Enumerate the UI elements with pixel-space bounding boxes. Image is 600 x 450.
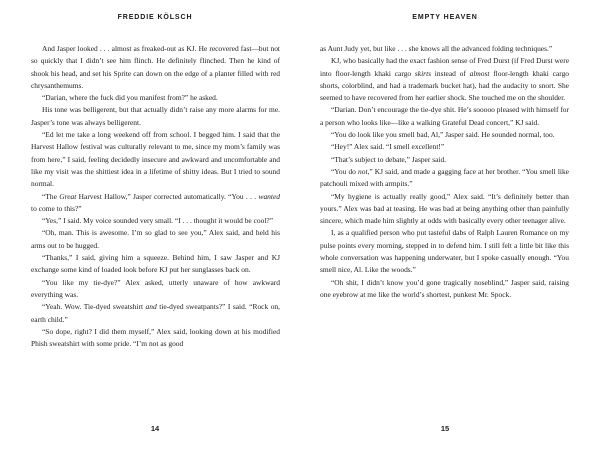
paragraph: “Yes,” I said. My voice sounded very small. “I . . . thought it would be cool?”	[42, 216, 274, 226]
paragraph: “Oh, man. This is awesome. I’m so glad to see you,” Alex said, and held his arms out to be hugged.	[31, 228, 280, 250]
right-page-body	[320, 43, 569, 301]
paragraph: “Darian. Don’t encourage the tie-dye shit. He’s sooooo pleased with himself for a person who looks like—like a walking Grateful Dead concert,” KJ said.	[320, 105, 569, 127]
right-page	[300, 0, 600, 450]
running-head-author: FREDDIE KÖLSCH	[117, 14, 193, 21]
paragraph: And Jasper looked . . . almost as freaked-out as KJ. He recovered fast—but not so quickly that I didn’t see him flinch. He definitely flinched. Then he kind of shook his head, and set his Sprite can down on the edge of a planter filled with red chrysanthemums.	[31, 44, 280, 90]
paragraph: KJ, who basically had the exact fashion sense of Fred Durst (if Fred Durst were into floor-length khaki cargo skirts instead of almost floor-length khaki cargo shorts, colorblind, and had a trademark bucket hat), had the audacity to snort. She seemed to have recovered from her earlier shock. She touched me on the shoulder.	[320, 56, 570, 103]
paragraph: “That’s subject to debate,” Jasper said.	[331, 154, 447, 164]
paragraph: I, as a qualified person who put tasteful dabs of Ralph Lauren Romance on my pulse points every morning, stepped in to defend him. I still felt a little bit like this whole conversation was happening underwater, but I spoke casually enough. “You smell nice, Al. Like the woods.”	[320, 228, 569, 275]
paragraph: “Yeah. Wow. Tie-dyed sweatshirt and tie-dyed sweatpants?” I said. “Rock on, earth child.”	[31, 302, 280, 324]
page-number-left: 14	[150, 424, 160, 433]
paragraph: “Thanks,” I said, giving him a squeeze. Behind him, I saw Jasper and KJ exchange some kind of loaded look before KJ put her sunglasses back on.	[31, 253, 280, 275]
paragraph: “My hygiene is actually really good,” Alex said. “It’s definitely better than yours.” Alex was bad at teasing. He was bad at being anything other than painfully sincere, which made him slightly at odds with basically every other teenager alive.	[320, 191, 569, 226]
paragraph: “Hey!” Alex said. “I smell excellent!”	[331, 142, 445, 152]
paragraph: “Darian, where the fuck did you manifest from?” he asked.	[42, 93, 218, 103]
paragraph: “So dope, right? I did them myself,” Alex said, looking down at his modified Phish sweatshirt with some pride. “I’m not as good	[31, 326, 280, 349]
paragraph: as Aunt Judy yet, but like . . . she knows all the advanced folding techniques.”	[320, 44, 553, 53]
page-number-right: 15	[440, 424, 450, 433]
running-head-title: EMPTY HEAVEN	[412, 14, 478, 21]
paragraph: “You do look like you smell bad, Al,” Jasper said. He sounded normal, too.	[331, 130, 555, 140]
paragraph: “You like my tie-dye?” Alex asked, utterly unaware of how awkward everything was.	[31, 277, 280, 299]
paragraph: His tone was belligerent, but that actually didn’t raise any more alarms for me. Jasper’s tone was always belligerent.	[31, 105, 280, 127]
paragraph: “Ed let me take a long weekend off from school. I begged him. I said that the Harvest Hallow festival was culturally relevant to me, since my mom’s family was from here,” I said, feeling decidedly insecure and awkward and uncomfortable and like my visit was the shittiest idea in a lifetime of shitty ideas. But I tried to sound normal.	[31, 130, 280, 189]
paragraph: “Oh shit, I didn’t know you’d gone tragically noseblind,” Jasper said, raising one eyebrow at me like the world’s shortest, punkest Mr. Spock.	[320, 277, 569, 299]
paragraph: “You do not,” KJ said, and made a gagging face at her brother. “You smell like patchouli mixed with armpits.”	[320, 166, 569, 189]
paragraph: “The Great Harvest Hallow,” Jasper corrected automatically. “You . . . wanted to come to this?”	[31, 191, 280, 213]
left-page-body	[31, 43, 280, 350]
